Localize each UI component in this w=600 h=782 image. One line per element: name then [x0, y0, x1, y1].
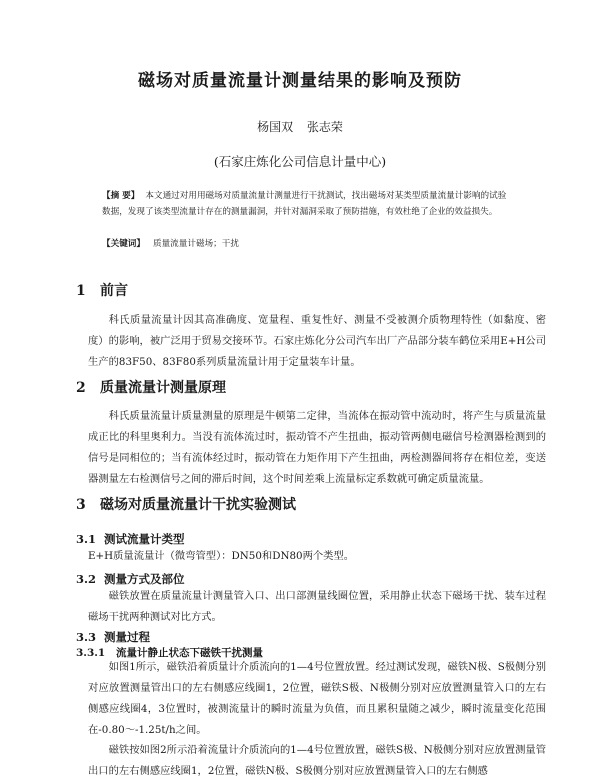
section-heading-1	[76, 280, 128, 300]
section-title: 磁场对质量流量计干扰实验测试	[100, 497, 296, 513]
section-title: 质量流量计测量原理	[100, 380, 226, 396]
subsection-heading-3-1	[76, 531, 185, 547]
section-number: 3.3	[76, 630, 97, 644]
paragraph-principle: 科氏质量流量计质量测量的原理是牛顿第二定律，当流体在振动管中流动时，将产生与质量流量成正比的科里奥利力。当没有流体流过时，振动管不产生扭曲，振动管两侧电磁信号检测器检测到的信号是同相位的；当有流体经过时，振动管在力矩作用下产生扭曲，两检测器间将存在相位差，变送器测量左右检测信号之间的滞后时间，这个时间差乘上流量标定系数就可确定质量流量。	[88, 410, 546, 485]
subsection-heading-3-3	[76, 629, 150, 645]
keywords	[102, 237, 512, 251]
keywords-text: 质量流量计磁场；干扰	[152, 239, 239, 249]
section-number: 1	[76, 283, 86, 299]
paragraph-method: 磁铁放置在质量流量计测量管入口、出口部测量线圈位置，采用静止状态下磁场干扰、装车过程磁场干扰两种测试对比方式。	[88, 590, 546, 623]
abstract	[102, 188, 512, 220]
section-number: 3.3.1	[76, 647, 106, 659]
subsection-heading-3-2	[76, 571, 185, 587]
keywords-label: 【关键词】	[102, 239, 145, 249]
section-title: 测量过程	[104, 630, 150, 644]
section-number: 3	[76, 497, 86, 513]
paragraph-intro: 科氏质量流量计因其高准确度、宽量程、重复性好、测量不受被测介质物理特性（如黏度、密度）的影响，被广泛用于贸易交接环节。石家庄炼化分公司汽车出厂产品部分装车鹤位采用E+H公司生产的83F50、83F80系列质量流量计用于定量装车计量。	[88, 314, 546, 368]
section-number: 2	[76, 380, 86, 396]
section-number: 3.1	[76, 532, 97, 546]
affiliation: (石家庄炼化公司信息计量中心)	[213, 154, 387, 169]
section-heading-2	[76, 377, 226, 397]
abstract-text: 本文通过对用用磁场对质量流量计测量进行干扰测试，找出磁场对某类型质量流量计影响的试验数据，发现了该类型流量计存在的测量漏洞，并针对漏洞采取了预防措施，有效杜绝了企业的效益损失。	[102, 191, 507, 217]
paper-title: 磁场对质量流量计测量结果的影响及预防	[138, 71, 462, 91]
paragraph-meter-types: E+H质量流量计（微弯管型）：DN50和DN80两个类型。	[88, 550, 355, 562]
paragraph-static-test: 如图1所示，磁铁沿着质量计介质流向的1—4号位置放置。经过测试发现，磁铁N极、S极侧分别对应放置测量管出口的左右侧感应线圈1，2位置，磁铁S极、N极侧分别对应放置测量管入口的左右侧感应线圈4，3位置时，被测流量计的瞬时流量为负值，而且累积量随之减少，瞬时流量变化范围在-0.80～-1.25t/h之间。	[88, 661, 546, 736]
section-title: 流量计静止状态下磁铁干扰测量	[116, 647, 263, 659]
section-title: 前言	[100, 283, 128, 299]
section-heading-3	[76, 494, 296, 514]
section-title: 测量方式及部位	[104, 572, 185, 586]
paragraph-static-test-2: 磁铁按如图2所示沿着流量计介质流向的1—4号位置放置，磁铁S极、N极侧分别对应放置测量管出口的左右侧感应线圈1，2位置，磁铁N极、S极侧分别对应放置测量管入口的左右侧感	[88, 744, 546, 777]
section-number: 3.2	[76, 572, 97, 586]
authors: 杨国双 张志荣	[257, 120, 343, 134]
section-title: 测试流量计类型	[104, 532, 185, 546]
abstract-label: 【摘 要】	[102, 191, 140, 201]
